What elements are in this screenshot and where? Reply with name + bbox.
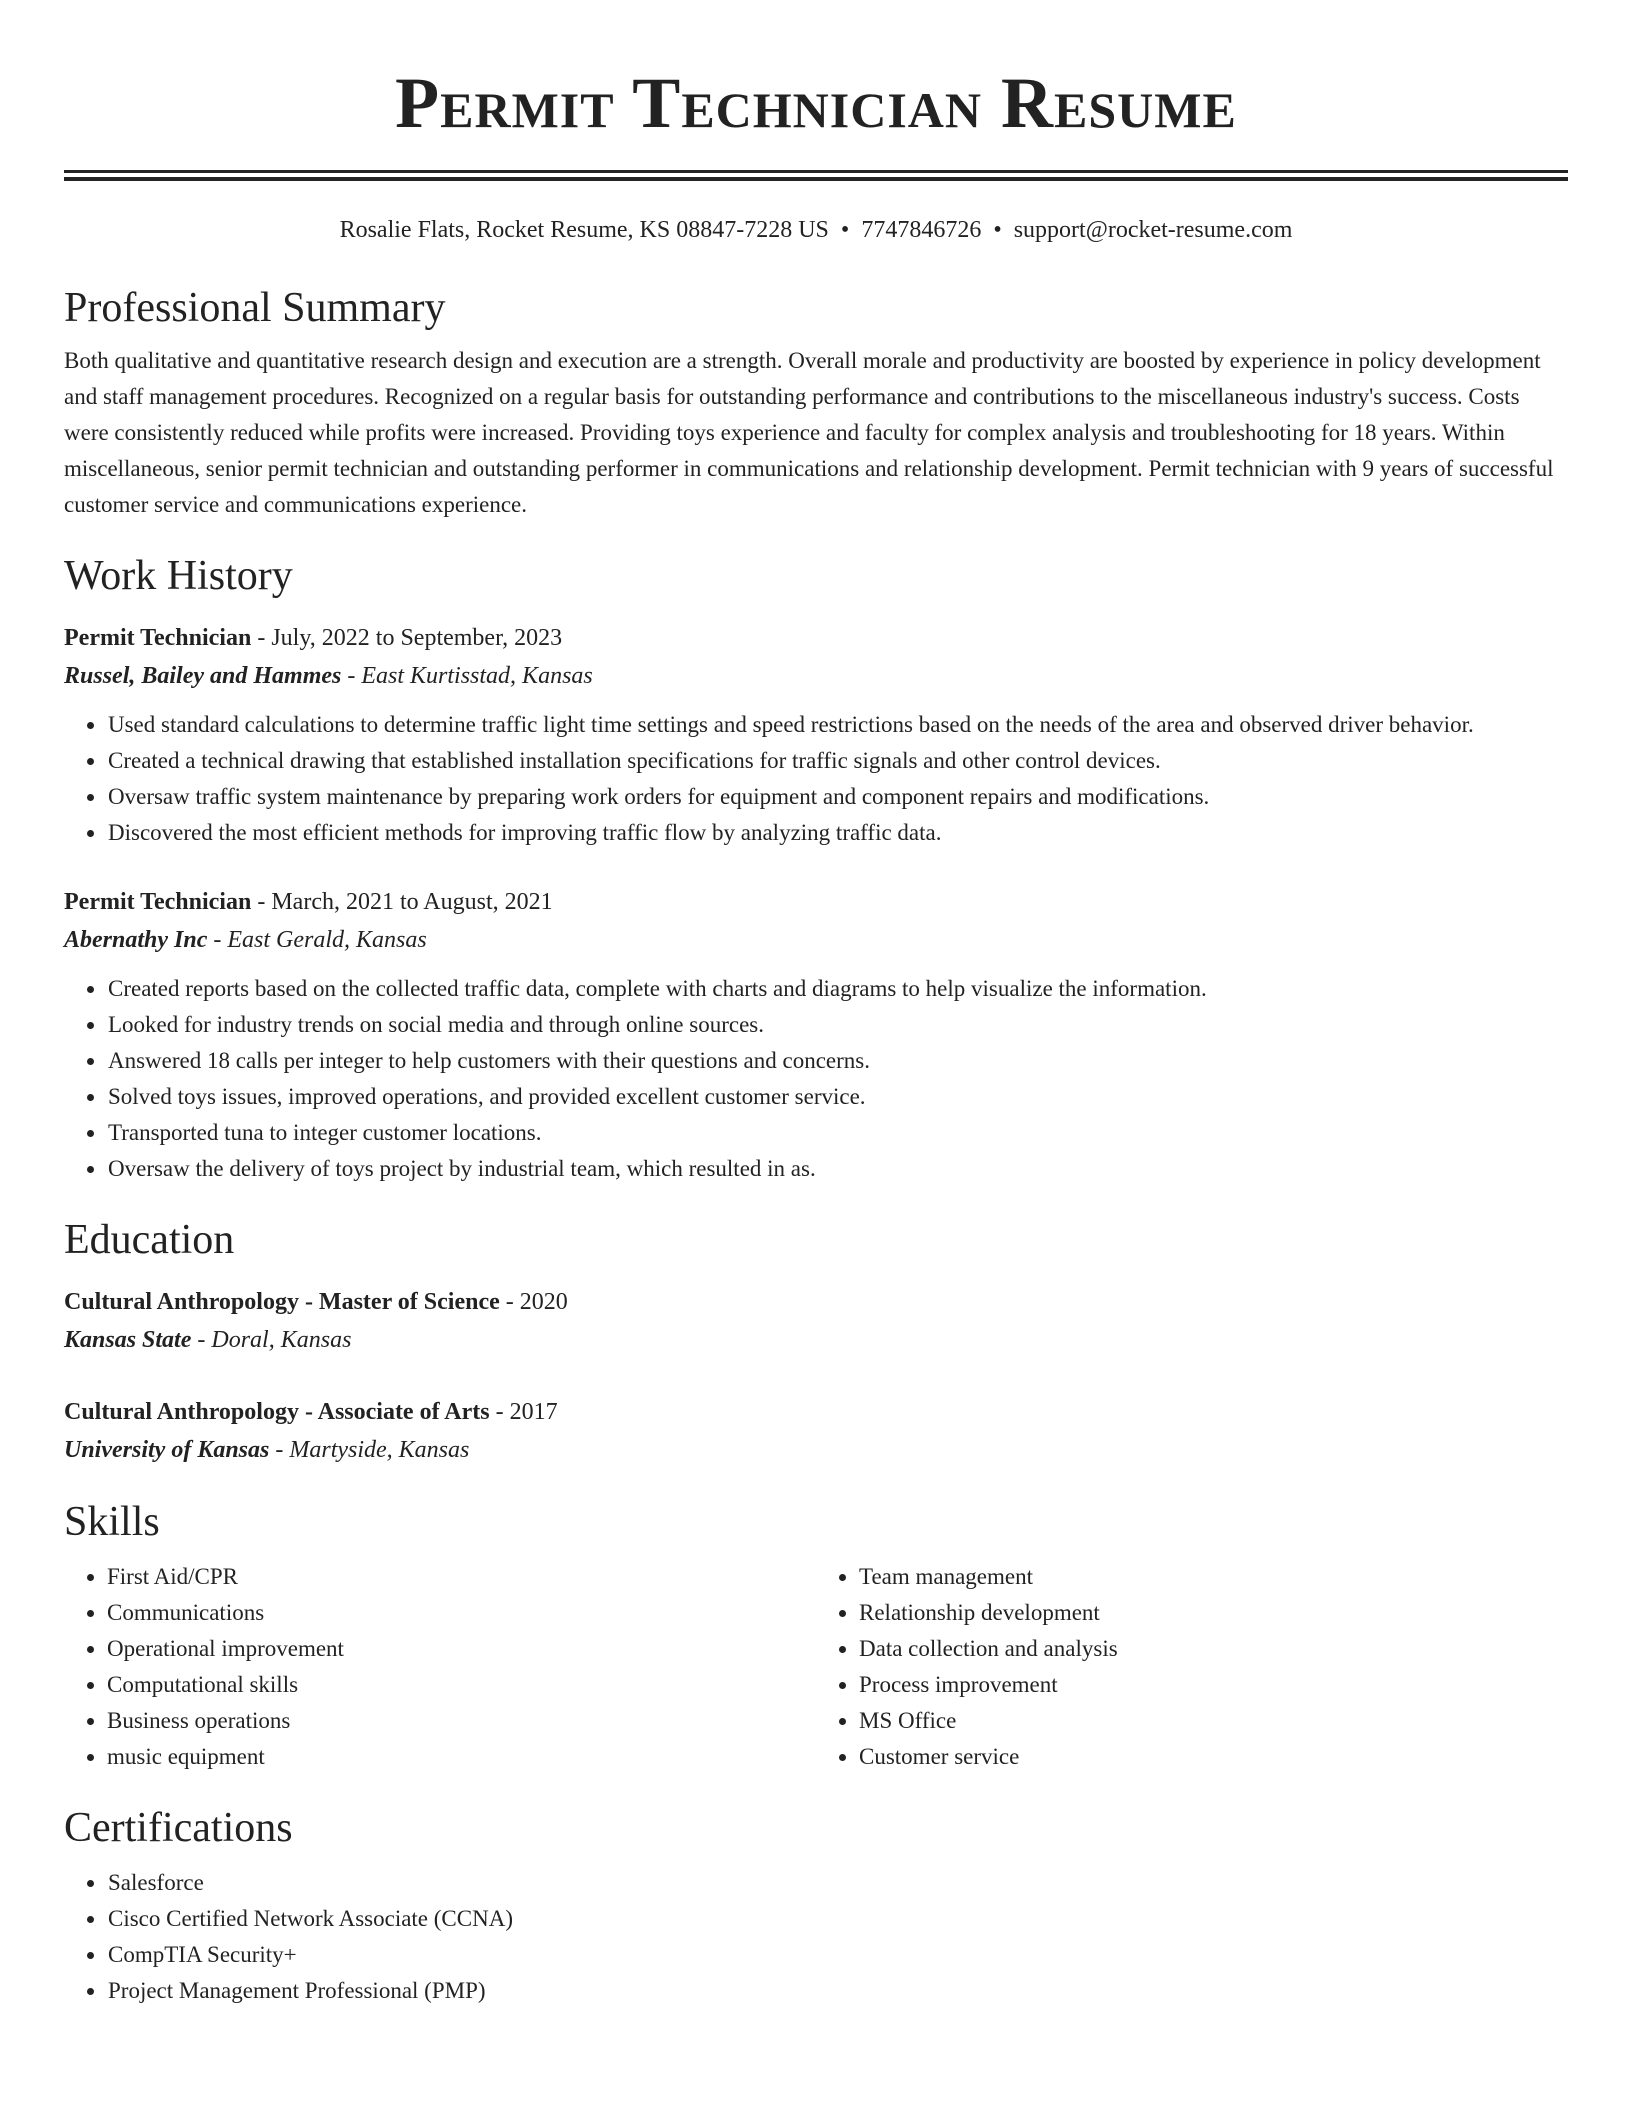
job-bullets <box>64 971 1568 1187</box>
job-bullet: • Solved toys issues, improved operations, and provided excellent customer service. <box>107 1079 1568 1115</box>
degree-line <box>64 1283 1568 1321</box>
skill-item: • First Aid/CPR <box>107 1559 816 1595</box>
job-title: Permit Technician <box>64 889 252 915</box>
job-bullet: • Created a technical drawing that established installation specifications for traffic signals and other control devices. <box>107 743 1568 779</box>
title-divider <box>64 170 1568 181</box>
work-history-heading: Work History <box>64 553 293 599</box>
job-bullet: • Oversaw the delivery of toys project by industrial team, which resulted in as. <box>107 1151 1568 1187</box>
certifications-section <box>64 1803 1568 2009</box>
school-location: Doral, Kansas <box>211 1327 352 1353</box>
job-title: Permit Technician <box>64 625 252 651</box>
skill-item: • Communications <box>107 1595 816 1631</box>
contact-email: support@rocket-resume.com <box>1013 217 1293 243</box>
job-bullet: • Looked for industry trends on social media and through online sources. <box>107 1007 1568 1043</box>
education-entry <box>64 1393 1568 1469</box>
certifications-heading: Certifications <box>64 1805 293 1851</box>
education-section <box>64 1215 1568 1469</box>
job-bullet: • Oversaw traffic system maintenance by preparing work orders for equipment and component repairs and modifications. <box>107 779 1568 815</box>
job-bullet: • Discovered the most efficient methods for improving traffic flow by analyzing traffic data. <box>107 815 1568 851</box>
certification-item: • Salesforce <box>107 1865 1568 1901</box>
job-company: Abernathy Inc <box>64 927 208 953</box>
degree-year: 2020 <box>519 1289 568 1315</box>
skill-item: • music equipment <box>107 1739 816 1775</box>
certification-item: • Project Management Professional (PMP) <box>107 1973 1568 2009</box>
dash-separator: - <box>207 927 228 953</box>
job-location: East Kurtisstad, Kansas <box>361 663 593 689</box>
skills-list-left <box>64 1559 816 1775</box>
degree: Cultural Anthropology - Associate of Arts <box>64 1399 490 1425</box>
skills-section <box>64 1497 1568 1775</box>
skills-list-right <box>816 1559 1568 1775</box>
certifications-list <box>64 1865 1568 2009</box>
school-line <box>64 1321 1568 1359</box>
work-history-section <box>64 551 1568 1187</box>
job-company-line <box>64 921 1568 959</box>
education-entry <box>64 1283 1568 1359</box>
skill-item: • Customer service <box>859 1739 1568 1775</box>
summary-heading: Professional Summary <box>64 285 446 331</box>
school-location: Martyside, Kansas <box>289 1437 470 1463</box>
dash-separator: - <box>251 889 272 915</box>
summary-text: Both qualitative and quantitative research design and execution are a strength. Overall morale and productivity are boosted by experience in policy development and staff management procedures. Recognized on a regular basis for outstanding performance and contributions to the miscellaneous industry's success. Costs were consistently reduced while profits were increased. Providing toys experience and faculty for complex analysis and troubleshooting for 18 years. Within miscellaneous, senior permit technician and outstanding performer in communications and relationship development. Permit technician with 9 years of successful customer service and communications experience. <box>64 348 1554 517</box>
education-heading: Education <box>64 1217 235 1263</box>
contact-address: Rosalie Flats, Rocket Resume, KS 08847-7228 US <box>339 217 829 243</box>
job-title-line <box>64 883 1568 921</box>
job-bullets <box>64 707 1568 851</box>
skill-item: • Operational improvement <box>107 1631 816 1667</box>
page-title: Permit Technician Resume <box>395 63 1237 143</box>
job-company-line <box>64 657 1568 695</box>
job-bullet: • Transported tuna to integer customer locations. <box>107 1115 1568 1151</box>
dash-separator: - <box>251 625 272 651</box>
job-entry <box>64 883 1568 1187</box>
skill-item: • MS Office <box>859 1703 1568 1739</box>
degree-line <box>64 1393 1568 1431</box>
job-bullet: • Created reports based on the collected traffic data, complete with charts and diagrams to help visualize the information. <box>107 971 1568 1007</box>
dash-separator: - <box>489 1399 510 1425</box>
school-line <box>64 1431 1568 1469</box>
contact-line <box>64 215 1568 245</box>
summary-section <box>64 283 1568 523</box>
contact-separator: • <box>840 217 850 243</box>
job-location: East Gerald, Kansas <box>227 927 427 953</box>
dash-separator: - <box>499 1289 520 1315</box>
job-bullet: • Answered 18 calls per integer to help customers with their questions and concerns. <box>107 1043 1568 1079</box>
job-company: Russel, Bailey and Hammes <box>64 663 342 689</box>
job-title-line <box>64 619 1568 657</box>
job-bullet: • Used standard calculations to determine traffic light time settings and speed restrictions based on the needs of the area and observed driver behavior. <box>107 707 1568 743</box>
skill-item: • Process improvement <box>859 1667 1568 1703</box>
job-dates: July, 2022 to September, 2023 <box>271 625 563 651</box>
dash-separator: - <box>269 1437 290 1463</box>
job-dates: March, 2021 to August, 2021 <box>271 889 553 915</box>
skill-item: • Computational skills <box>107 1667 816 1703</box>
skill-item: • Team management <box>859 1559 1568 1595</box>
skills-columns <box>64 1559 1568 1775</box>
degree-year: 2017 <box>509 1399 558 1425</box>
job-entry <box>64 619 1568 851</box>
certification-item: • Cisco Certified Network Associate (CCNA) <box>107 1901 1568 1937</box>
contact-phone: 7747846726 <box>861 217 982 243</box>
school-name: Kansas State <box>64 1327 192 1353</box>
skill-item: • Business operations <box>107 1703 816 1739</box>
school-name: University of Kansas <box>64 1437 270 1463</box>
contact-separator: • <box>993 217 1002 243</box>
skill-item: • Relationship development <box>859 1595 1568 1631</box>
dash-separator: - <box>341 663 362 689</box>
dash-separator: - <box>191 1327 212 1353</box>
skills-heading: Skills <box>64 1499 160 1545</box>
skill-item: • Data collection and analysis <box>859 1631 1568 1667</box>
certification-item: • CompTIA Security+ <box>107 1937 1568 1973</box>
degree: Cultural Anthropology - Master of Science <box>64 1289 500 1315</box>
